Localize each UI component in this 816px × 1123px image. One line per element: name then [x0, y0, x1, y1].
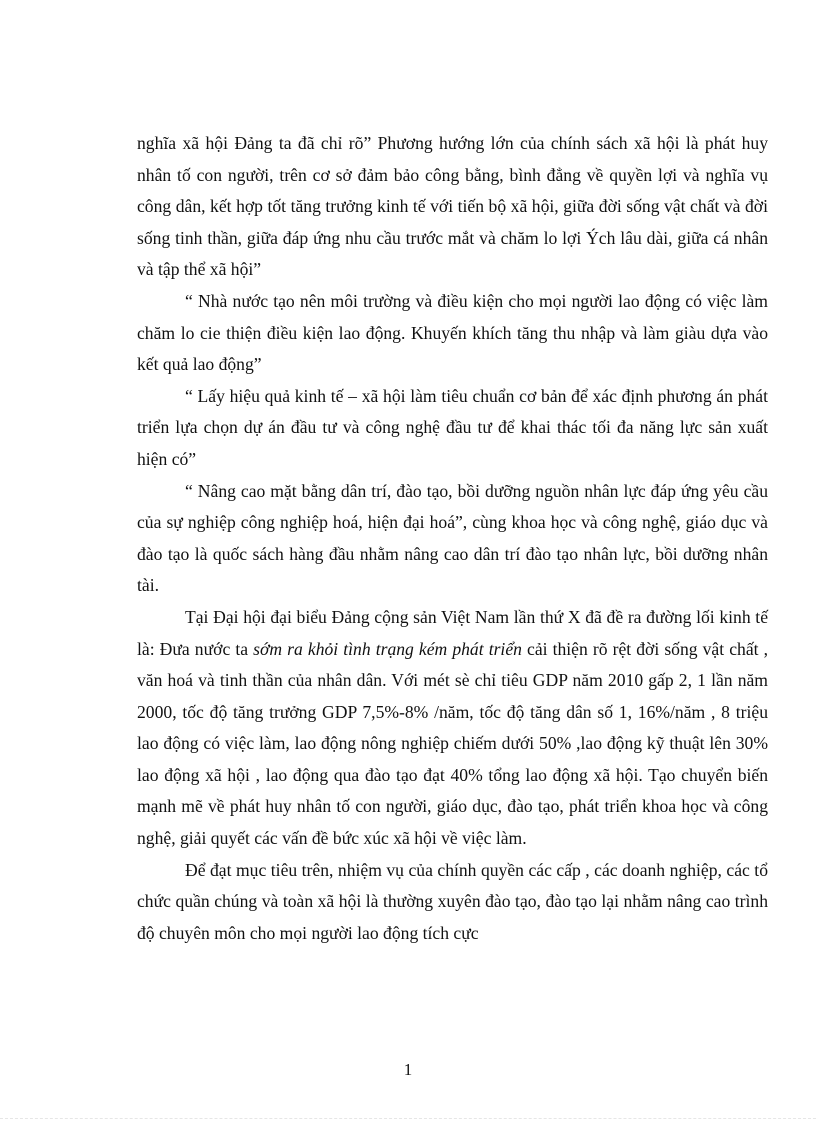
paragraph-1: nghĩa xã hội Đảng ta đã chỉ rõ” Phương hướng lớn của chính sách xã hội là phát huy nhân tố con người, trên cơ sở đảm bảo công bằng, bình đẳng về quyền lợi và nghĩa vụ công dân, kết hợp tốt tăng trưởng kinh tế với tiến bộ xã hội, giữa đời sống vật chất và đời sống tinh thần, giữa đáp ứng nhu cầu trước mắt và chăm lo lợi Ých lâu dài, giữa cá nhân và tập thể xã hội” [137, 133, 768, 280]
paragraph-5-italic-phrase: sớm ra khỏi tình trạng kém phát triển [253, 638, 522, 659]
paragraph-5-end: cải thiện rõ rệt đời sống vật chất , văn hoá và tinh thần của nhân dân. Với mét sè chỉ tiêu GDP năm 2010 gấp 2, 1 lần năm 2000, tốc độ tăng trưởng GDP 7,5%-8% /năm, tốc độ tăng dân số 1, 16%/năm , 8 triệu lao động có việc làm, lao động nông nghiệp chiếm dưới 50% ,lao động kỹ thuật lên 30% lao động xã hội , lao động qua đào tạo đạt 40% tổng lao động xã hội. Tạo chuyển biến mạnh mẽ về phát huy nhân tố con người, giáo dục, đào tạo, phát triển khoa học và công nghệ, giải quyết các vấn đề bức xúc xã hội về việc làm. [137, 638, 768, 849]
paragraph-6: Để đạt mục tiêu trên, nhiệm vụ của chính quyền các cấp , các doanh nghiệp, các tổ chức quần chúng và toàn xã hội là thường xuyên đào tạo, đào tạo lại nhằm nâng cao trình độ chuyên môn cho mọi người lao động tích cực [137, 859, 768, 943]
paragraph-4: “ Nâng cao mặt bằng dân trí, đào tạo, bồi dưỡng nguồn nhân lực đáp ứng yêu cầu của sự nghiệp công nghiệp hoá, hiện đại hoá”, cùng khoa học và công nghệ, giáo dục và đào tạo là quốc sách hàng đầu nhằm nâng cao dân trí đào tạo nhân lực, bồi dưỡng nhân tài. [137, 480, 768, 596]
paragraph-5 [137, 602, 768, 855]
paragraph-5-start: Tại Đại hội đại biểu Đảng cộng sản Việt Nam lần thứ X đã đề ra đường lối kinh tế là: Đưa nước ta [137, 606, 768, 659]
paragraph-3: “ Lấy hiệu quả kinh tế – xã hội làm tiêu chuẩn cơ bản để xác định phương án phát triển lựa chọn dự án đầu tư và công nghệ đầu tư để khai thác tối đa năng lực sản xuất hiện có” [137, 385, 768, 469]
page-bottom-divider [0, 1118, 816, 1119]
paragraph-2: “ Nhà nước tạo nên môi trường và điều kiện cho mọi người lao động có việc làm chăm lo cie thiện điều kiện lao động. Khuyến khích tăng thu nhập và làm giàu dựa vào kết quả lao động” [137, 290, 768, 375]
page-number: 1 [403, 1060, 413, 1079]
body-text [137, 128, 768, 949]
